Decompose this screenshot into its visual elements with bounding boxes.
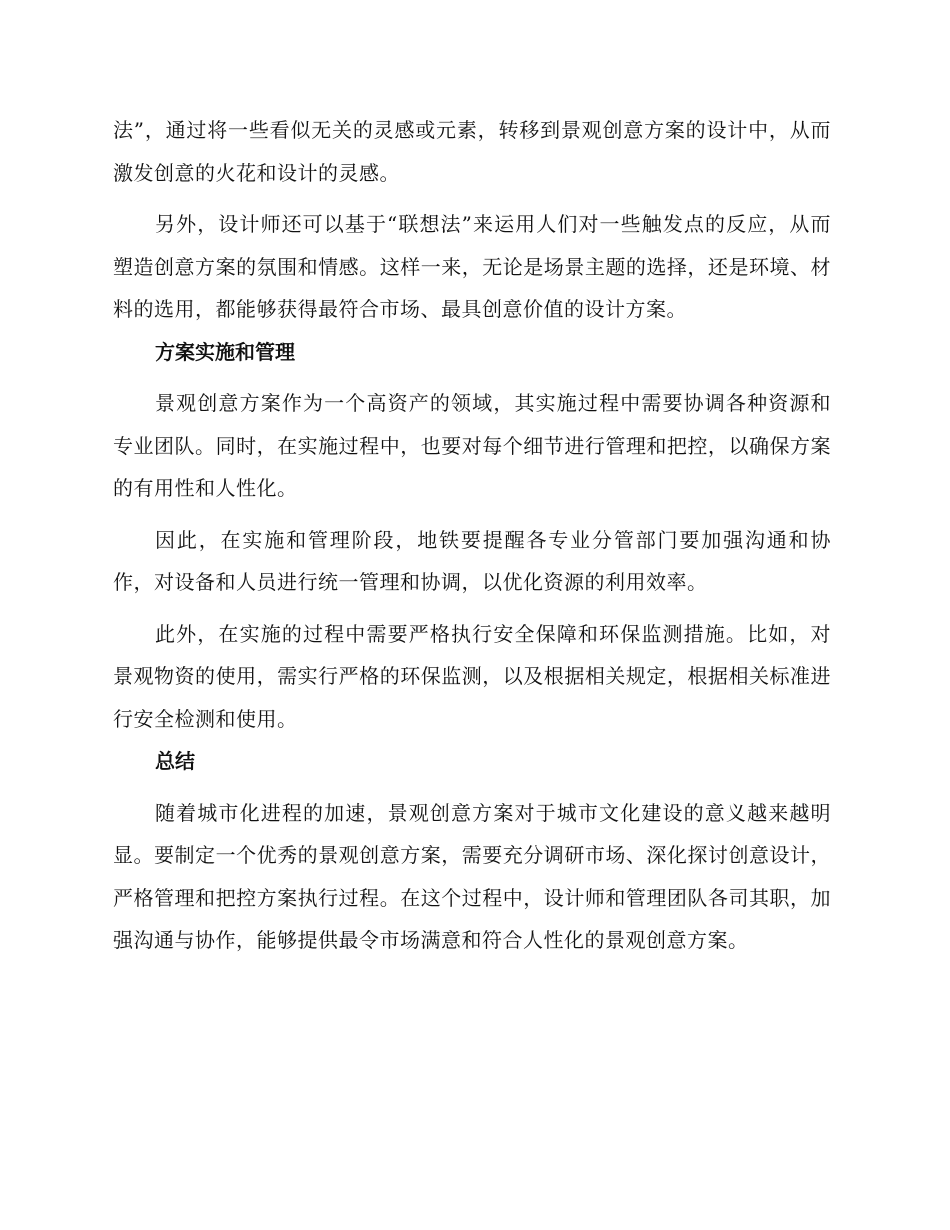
paragraph-continuation: 法”，通过将一些看似无关的灵感或元素，转移到景观创意方案的设计中，从而激发创意的火花和设计的灵感。 (113, 118, 831, 185)
paragraph-implementation-1: 景观创意方案作为一个高资产的领域，其实施过程中需要协调各种资源和专业团队。同时，在实施过程中，也要对每个细节进行管理和把控，以确保方案的有用性和人性化。 (113, 391, 831, 500)
document-page (113, 109, 831, 962)
section-heading-implementation: 方案实施和管理 (155, 339, 295, 364)
paragraph-summary: 随着城市化进程的加速，景观创意方案对于城市文化建设的意义越来越明显。要制定一个优秀的景观创意方案，需要充分调研市场、深化探讨创意设计，严格管理和把控方案执行过程。在这个过程中，设计师和管理团队各司其职，加强沟通与协作，能够提供最令市场满意和符合人性化的景观创意方案。 (113, 800, 831, 952)
section-heading-summary: 总结 (155, 749, 195, 773)
paragraph-implementation-3: 此外，在实施的过程中需要严格执行安全保障和环保监测措施。比如，对景观物资的使用，需实行严格的环保监测，以及根据相关规定，根据相关标准进行安全检测和使用。 (113, 621, 831, 731)
paragraph-association-method: 另外，设计师还可以基于“联想法”来运用人们对一些触发点的反应，从而塑造创意方案的氛围和情感。这样一来，无论是场景主题的选择，还是环境、材料的选用，都能够获得最符合市场、最具创意价值的设计方案。 (113, 212, 831, 321)
paragraph-implementation-2: 因此，在实施和管理阶段，地铁要提醒各专业分管部门要加强沟通和协作，对设备和人员进行统一管理和协调，以优化资源的利用效率。 (113, 527, 831, 594)
